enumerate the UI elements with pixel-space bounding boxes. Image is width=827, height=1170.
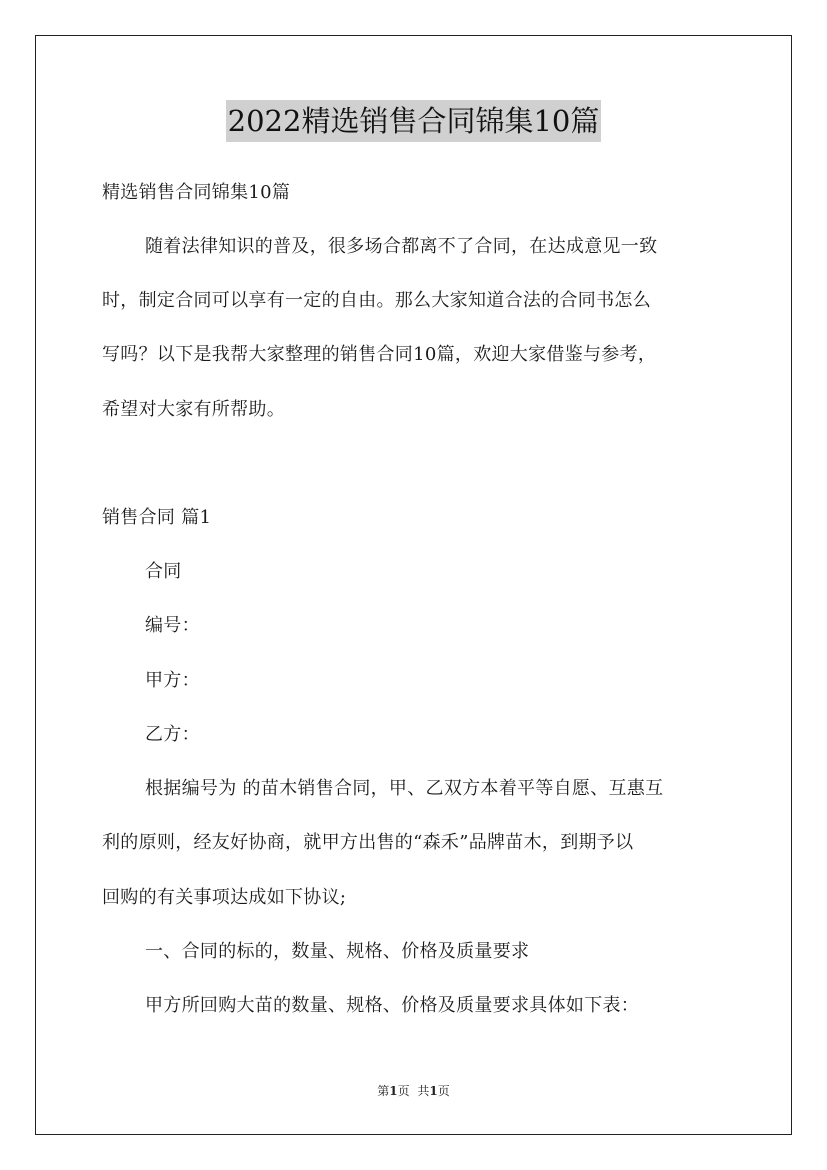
paragraph-line: 编号：	[145, 615, 200, 636]
paragraph-line: 随着法律知识的普及，很多场合都离不了合同，在达成意见一致	[145, 236, 658, 257]
paragraph-line: 合同	[145, 561, 182, 582]
footer-total-prefix: 共	[417, 1084, 430, 1098]
paragraph-line: 希望对大家有所帮助。	[102, 399, 285, 420]
paragraph-line: 回购的有关事项达成如下协议;	[102, 887, 347, 908]
paragraph-line: 一、合同的标的，数量、规格、价格及质量要求	[145, 941, 530, 962]
paragraph-line: 根据编号为 的苗木销售合同，甲、乙双方本着平等自愿、互惠互	[145, 778, 664, 799]
paragraph-line: 甲方：	[145, 670, 200, 691]
footer-page-suffix: 页	[397, 1084, 410, 1098]
page-footer	[0, 1083, 827, 1099]
paragraph-line: 利的原则，经友好协商，就甲方出售的“森禾”品牌苗木，到期予以	[102, 832, 634, 853]
paragraph-line: 时，制定合同可以享有一定的自由。那么大家知道合法的合同书怎么	[102, 290, 651, 311]
paragraph-line: 甲方所回购大苗的数量、规格、价格及质量要求具体如下表：	[145, 995, 640, 1016]
footer-page-number: 1	[389, 1084, 398, 1098]
footer-total-pages: 1	[429, 1084, 438, 1098]
footer-total-suffix: 页	[437, 1084, 450, 1098]
paragraph-line: 写吗？以下是我帮大家整理的销售合同10篇，欢迎大家借鉴与参考，	[102, 344, 657, 365]
title-container	[0, 100, 827, 142]
section-heading: 销售合同 篇1	[102, 507, 212, 528]
paragraph-line: 乙方：	[145, 724, 200, 745]
subtitle-line: 精选销售合同锦集10篇	[102, 182, 291, 203]
document-title: 2022精选销售合同锦集10篇	[226, 100, 602, 142]
footer-page-prefix: 第	[377, 1084, 390, 1098]
